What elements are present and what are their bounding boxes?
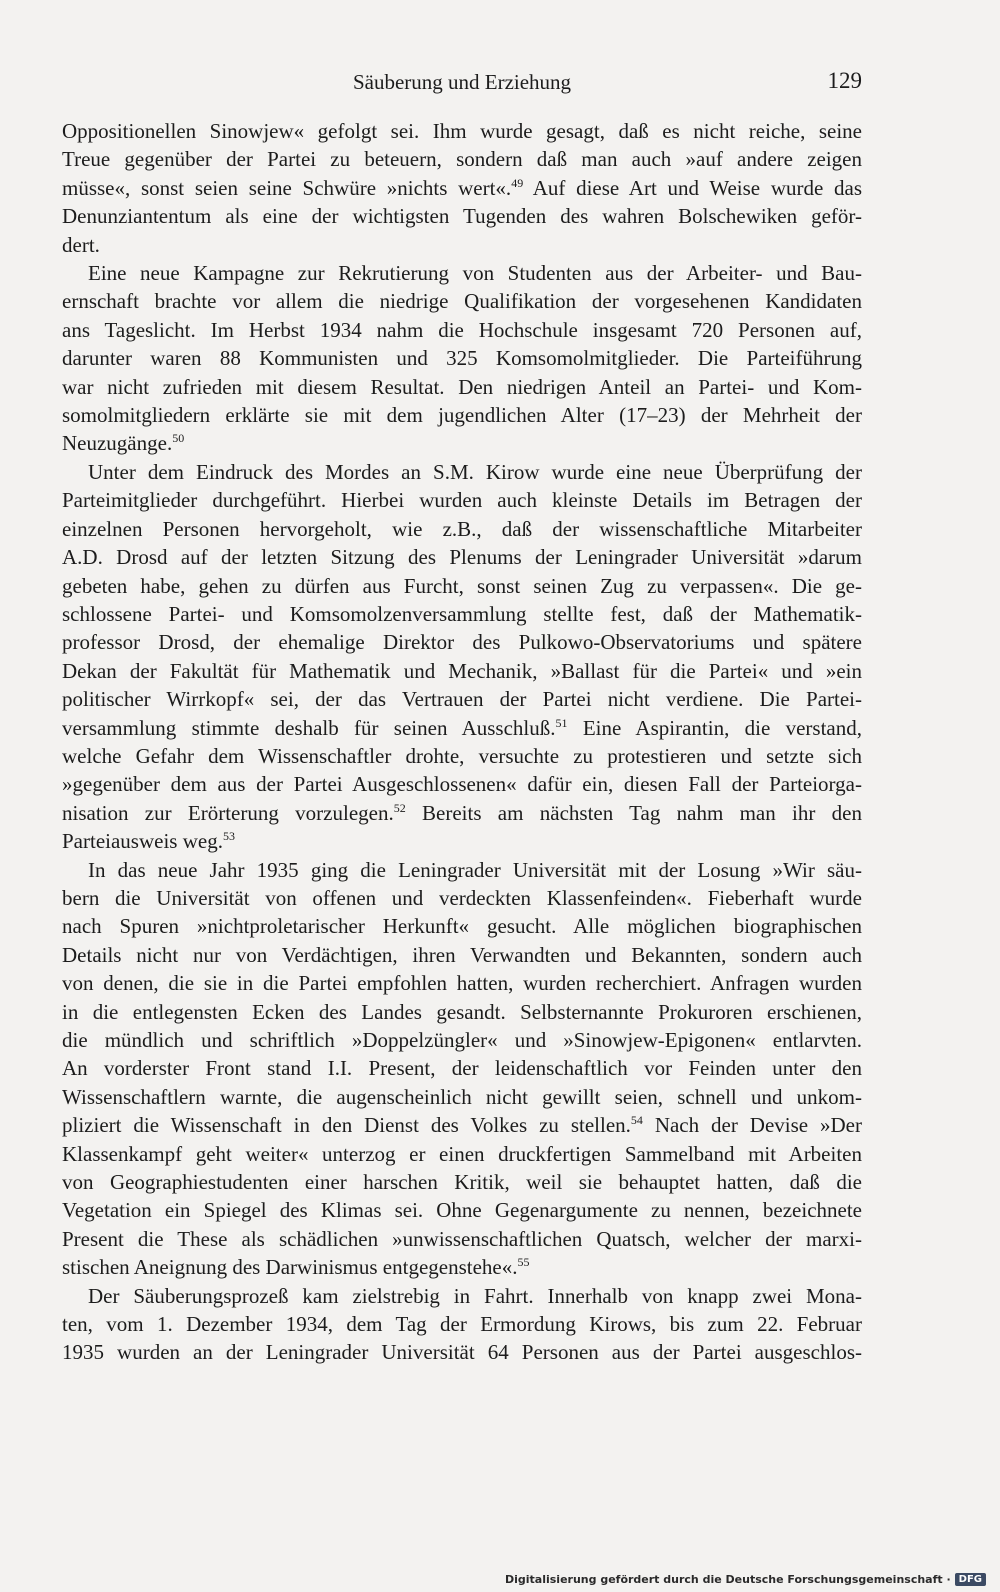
text-line: [62, 429, 862, 457]
footnote-marker: 52: [393, 800, 406, 815]
line-text: somolmitgliedern erklärte sie mit dem jugendlichen Alter (17–23) der Mehrheit der: [62, 403, 862, 428]
text-line: [62, 373, 862, 401]
text-line: [62, 657, 862, 685]
text-line: [62, 1196, 862, 1224]
text-line: [62, 1140, 862, 1168]
text-line: [62, 600, 862, 628]
digitization-footer: [505, 1573, 986, 1586]
line-text: Parteiausweis weg.: [62, 829, 223, 854]
text-line: [62, 231, 862, 259]
text-line: [62, 856, 862, 884]
running-title: Säuberung und Erziehung: [352, 70, 572, 94]
text-line: [62, 117, 862, 145]
text-line: [62, 572, 862, 600]
text-line: [62, 1054, 862, 1082]
line-text: politischer Wirrkopf« sei, der das Vertrauen der Partei nicht verdiene. Die Partei-: [62, 687, 862, 712]
text-line: [62, 628, 862, 656]
text-line: [62, 1026, 862, 1054]
text-line: [62, 515, 862, 543]
text-line: [62, 202, 862, 230]
line-text: einzelnen Personen hervorgeholt, wie z.B., daß der wissenschaftliche Mitarbeiter: [62, 516, 862, 541]
line-text: von denen, die sie in die Partei empfohlen hatten, wurden recherchiert. Anfragen wurden: [62, 971, 862, 996]
text-line: [62, 1225, 862, 1253]
footnote-marker: 55: [517, 1255, 530, 1270]
line-text: Parteimitglieder durchgeführt. Hierbei wurden auch kleinste Details im Betragen der: [62, 488, 862, 513]
line-text: ernschaft brachte vor allem die niedrige Qualifikation der vorgesehenen Kandidaten: [62, 289, 862, 314]
text-line: [62, 1111, 862, 1139]
line-text: darunter waren 88 Kommunisten und 325 Komsomolmitglieder. Die Parteiführung: [62, 346, 862, 371]
line-text: Denunziantentum als eine der wichtigsten Tugenden des wahren Bolschewiken geför-: [62, 204, 862, 229]
line-text: Klassenkampf geht weiter« unterzog er einen druckfertigen Sammelband mit Arbeiten: [62, 1141, 862, 1166]
text-line: [62, 969, 862, 997]
line-text-continuation: Eine Aspirantin, die verstand,: [567, 715, 862, 740]
paragraph: [62, 259, 862, 458]
text-line: [62, 174, 862, 202]
text-line: [62, 827, 862, 855]
paragraph: [62, 1282, 862, 1367]
line-text: 1935 wurden an der Leningrader Universität 64 Personen aus der Partei ausgeschlos-: [62, 1340, 862, 1365]
line-text-continuation: Nach der Devise »Der: [642, 1113, 862, 1138]
text-line: [62, 1338, 862, 1366]
line-text: dert.: [62, 232, 100, 257]
line-text: stischen Aneignung des Darwinismus entgegenstehe«.: [62, 1255, 518, 1280]
line-text: Details nicht nur von Verdächtigen, ihren Verwandten und Bekannten, sondern auch: [62, 942, 862, 967]
text-line: [62, 486, 862, 514]
line-text: Wissenschaftlern warnte, die augenscheinlich nicht gewillt seien, schnell und unkom-: [62, 1084, 862, 1109]
footnote-marker: 51: [555, 715, 568, 730]
line-text: Eine neue Kampagne zur Rekrutierung von Studenten aus der Arbeiter- und Bau-: [88, 261, 862, 286]
text-line: [62, 770, 862, 798]
body-text: [62, 117, 862, 1367]
line-text: ans Tageslicht. Im Herbst 1934 nahm die Hochschule insgesamt 720 Personen auf,: [62, 317, 862, 342]
line-text: nisation zur Erörterung vorzulegen.: [62, 800, 394, 825]
text-line: [62, 401, 862, 429]
text-line: [62, 145, 862, 173]
line-text: war nicht zufrieden mit diesem Resultat. Den niedrigen Anteil an Partei- und Kom-: [62, 374, 862, 399]
line-text: An vorderster Front stand I.I. Present, der leidenschaftlich vor Feinden unter den: [62, 1056, 862, 1081]
line-text: gebeten habe, gehen zu dürfen aus Furcht, sonst seinen Zug zu verpassen«. Die ge-: [62, 573, 862, 598]
footnote-marker: 49: [511, 175, 524, 190]
text-line: [62, 543, 862, 571]
page-number: 129: [827, 68, 862, 93]
line-text: nach Spuren »nichtproletarischer Herkunft« gesucht. Alle möglichen biographischen: [62, 914, 862, 939]
text-line: [62, 685, 862, 713]
text-line: [62, 259, 862, 287]
text-line: [62, 1168, 862, 1196]
text-line: [62, 458, 862, 486]
footer-text: Digitalisierung gefördert durch die Deutsche Forschungsgemeinschaft ·: [504, 1573, 951, 1586]
line-text: Present die These als schädlichen »unwissenschaftlichen Quatsch, welcher der marxi-: [62, 1226, 862, 1251]
line-text: müsse«, sonst seien seine Schwüre »nichts wert«.: [62, 175, 512, 200]
text-line: [62, 742, 862, 770]
text-line: [62, 1253, 862, 1281]
text-line: [62, 1083, 862, 1111]
text-line: [62, 316, 862, 344]
line-text: welche Gefahr dem Wissenschaftler drohte, versuchte zu protestieren und setzte sich: [62, 743, 862, 768]
footnote-marker: 54: [630, 1113, 643, 1128]
line-text: pliziert die Wissenschaft in den Dienst des Volkes zu stellen.: [62, 1113, 631, 1138]
text-line: [62, 884, 862, 912]
text-line: [62, 287, 862, 315]
line-text: Treue gegenüber der Partei zu beteuern, sondern daß man auch »auf andere zeigen: [62, 147, 862, 172]
line-text: Oppositionellen Sinowjew« gefolgt sei. Ihm wurde gesagt, daß es nicht reiche, seine: [62, 119, 862, 143]
text-line: [62, 714, 862, 742]
line-text: In das neue Jahr 1935 ging die Leningrader Universität mit der Losung »Wir säu-: [88, 857, 862, 882]
text-line: [62, 1310, 862, 1338]
line-text: von Geographiestudenten einer harschen Kritik, weil sie behauptet hatten, daß die: [62, 1170, 862, 1195]
dfg-logo: DFG: [955, 1573, 986, 1586]
text-line: [62, 344, 862, 372]
page-header: [62, 62, 862, 102]
line-text: bern die Universität von offenen und verdeckten Klassenfeinden«. Fieberhaft wurde: [62, 885, 862, 910]
line-text: Neuzugänge.: [62, 431, 173, 456]
line-text: Dekan der Fakultät für Mathematik und Mechanik, »Ballast für die Partei« und »ein: [62, 658, 862, 683]
line-text-continuation: Auf diese Art und Weise wurde das: [523, 175, 862, 200]
paragraph: [62, 856, 862, 1282]
line-text-continuation: Bereits am nächsten Tag nahm man ihr den: [405, 800, 862, 825]
footnote-marker: 50: [172, 431, 185, 446]
line-text: »gegenüber dem aus der Partei Ausgeschlossenen« dafür ein, diesen Fall der Parteiorga-: [62, 772, 862, 797]
text-line: [62, 941, 862, 969]
line-text: professor Drosd, der ehemalige Direktor des Pulkowo-Observatoriums und spätere: [62, 630, 862, 655]
line-text: schlossene Partei- und Komsomolzenversammlung stellte fest, daß der Mathematik-: [62, 601, 862, 626]
text-line: [62, 799, 862, 827]
text-line: [62, 912, 862, 940]
text-line: [62, 1282, 862, 1310]
paragraph: [62, 117, 862, 259]
line-text: die mündlich und schriftlich »Doppelzüngler« und »Sinowjew-Epigonen« entlarvten.: [62, 1028, 862, 1052]
footnote-marker: 53: [222, 829, 235, 844]
text-line: [62, 998, 862, 1026]
line-text: Der Säuberungsprozeß kam zielstrebig in Fahrt. Innerhalb von knapp zwei Mona-: [88, 1283, 862, 1308]
paragraph: [62, 458, 862, 856]
line-text: Vegetation ein Spiegel des Klimas sei. Ohne Gegenargumente zu nennen, bezeichnete: [62, 1198, 862, 1223]
line-text: in die entlegensten Ecken des Landes gesandt. Selbsternannte Prokuroren erschienen,: [62, 999, 862, 1024]
line-text: versammlung stimmte deshalb für seinen Ausschluß.: [62, 715, 556, 740]
line-text: Unter dem Eindruck des Mordes an S.M. Kirow wurde eine neue Überprüfung der: [88, 459, 862, 484]
line-text: ten, vom 1. Dezember 1934, dem Tag der Ermordung Kirows, bis zum 22. Februar: [62, 1312, 862, 1337]
line-text: A.D. Drosd auf der letzten Sitzung des Plenums der Leningrader Universität »darum: [62, 545, 862, 570]
